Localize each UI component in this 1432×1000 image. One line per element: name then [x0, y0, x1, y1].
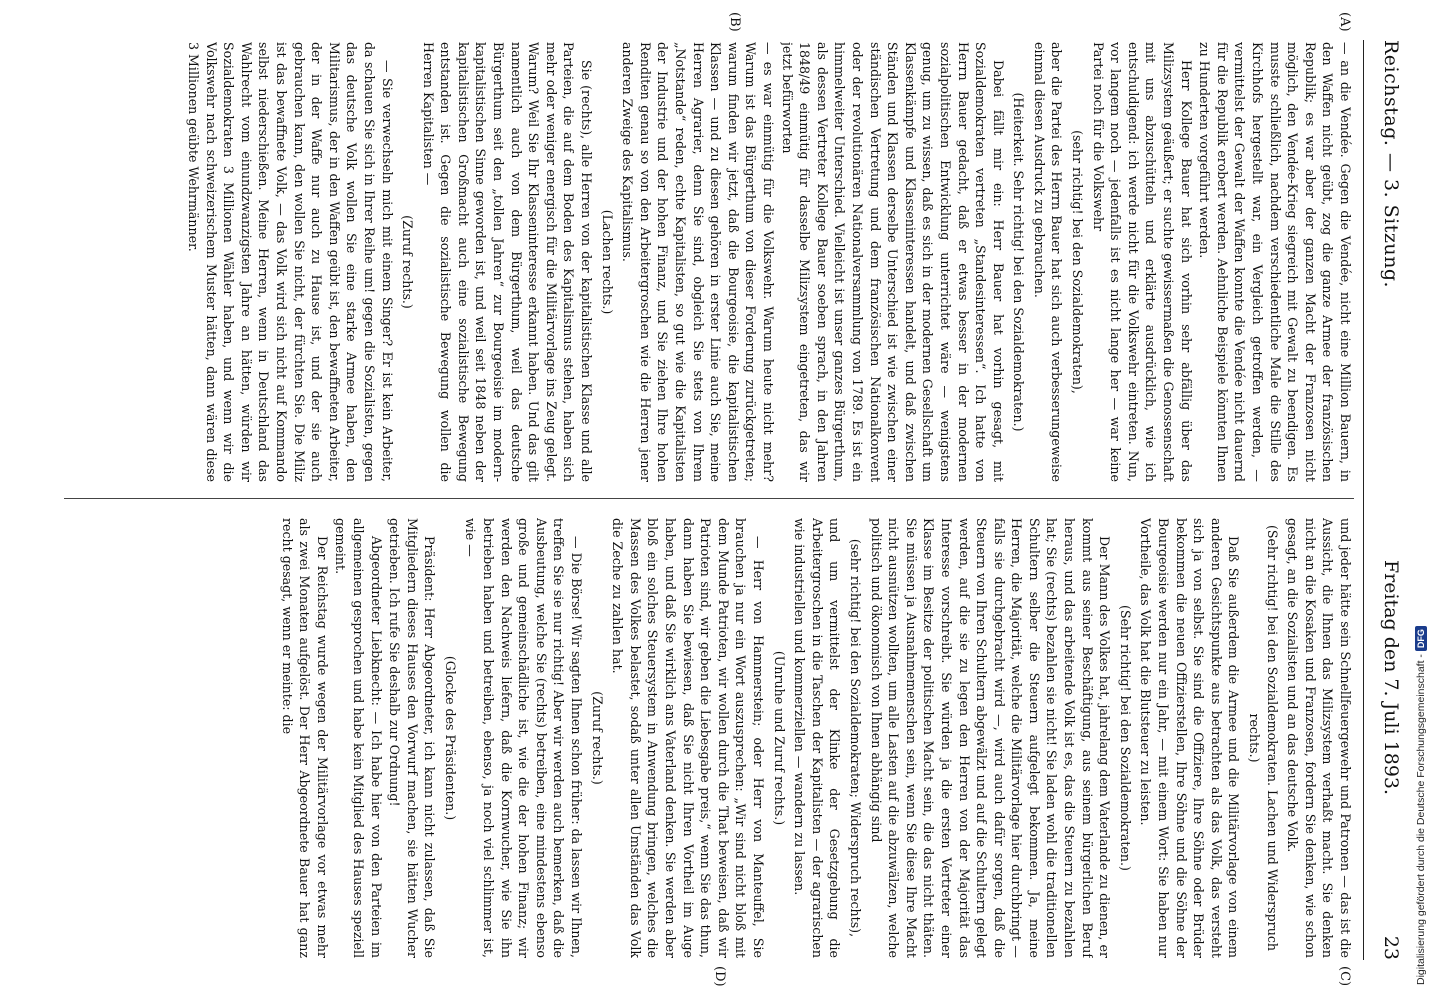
- paragraph: — Die Börse! Wir sagten Ihnen schon früher: da lassen wir Ihnen, treffen Sie sie nur richtig! Aber wir werden auch bemerken, daß die Ausbeutung, welche Sie (rechts) betreiben, eine mindestens ebenso große und gemeinschädliche ist, wie die der hohen Finanz; wir werden den Nachweis liefern, daß die Kornwucher, wie Sie ihn betrieben haben und betreiben, ebenso, ja noch viel schlimmer ist, wie —: [463, 518, 585, 958]
- paragraph: und um vermittelst der Klinke der Gesetzgebung die Arbeitergroschen in die Taschen der Kapitalisten — der agrarischen wie industriellen und kommerziellen — wandern zu lassen.: [792, 518, 843, 958]
- interjection: (sehr richtig! bei den Sozialdemokraten),: [1070, 130, 1086, 394]
- paragraph: Präsident: Herr Abgeordneter, ich kann nicht zulassen, daß Sie Mitgliedern dieses Hauses den Vorwurf machen, sie hätten Wucher getrieben. Ich rufe Sie deshalb zur Ordnung!: [387, 518, 438, 958]
- paragraph: — Sie verwechseln mich mit einem Singer? Er ist kein Arbeiter, da schauen Sie sich in Ihrer Reihe um! gegen die Sozialisten, gegen das deutsche Volk wollen Sie eine starke Armee haben, den Militarismus, der in den Waffen geübt ist, den bewaffneten Arbeiter, der in der Waffe nur auch zu Hause ist, und der sie auch gebrauchen kann, den wollen Sie nicht, der fürchten Sie. Die Miliz ist das bewaffnete Volk, — das Volk wird sich nicht auf Kommando selbst niederschießen. Meine Herren, wenn in Deutschland das Wahlrecht vom einundzwanzigsten Jahre an hätten, würden wir Sozialdemokraten 3 Millionen Wähler haben, und wenn wir die Volkswehr nach schweizerischem Muster hätten, dann wären diese 3 Millionen geübte Wehrmänner.: [186, 42, 395, 482]
- header-date: Freitag den 7. Juli 1893.: [1380, 560, 1402, 796]
- paragraph: — an die Vendée. Gegen die Vendée, nicht eine Million Bauern, in den Waffen nicht geübt, zog die ganze Armee der französischen Republik; es war aber der ganzen Macht der Franzosen nicht möglich, den Vendée-Krieg siegreich mit Gewalt zu beendigen. Es musste schließlich, nachdem verschiedentliche Male die Stille des Kirchhofs hergestellt war, ein Vergleich getroffen werden, — vermittelst der Gewalt der Waffen konnte die Vendée nicht dauernd für die Republik erobert werden. Aehnliche Beispiele könnten Ihnen zu Hunderten vorgeführt werden.: [1197, 42, 1353, 482]
- paragraph: Sie (rechts), alle Herren von der kapitalistischen Klasse und alle Parteien, die auf dem Boden des Kapitalismus stehen, haben sich mehr oder weniger energisch für die Militärvorlage ins Zeug gelegt. Warum? Weil Sie Ihr Klasseninteresse erkannt haben. Und das gilt namentlich auch von dem Bürgerthum, weil das deutsche Bürgerthum seit den „tollen Jahren“ zur Bourgeoisie im modern-kapitalistischen Sinne geworden ist, und weil seit 1848 neben der kapitalistischen Großmacht auch eine sozialistische Bewegung entstanden ist. Gegen die sozialistische Bewegung wollen die Herren Kapitalisten —: [420, 42, 595, 482]
- margin-marker-a: (A): [1337, 12, 1352, 32]
- footer-strip: [1412, 0, 1432, 1000]
- interjection: (Sehr richtig! bei den Sozialdemokraten.): [1117, 605, 1133, 871]
- interjection: (sehr richtig! bei den Sozialdemokraten; Widerspruch rechts),: [847, 538, 863, 938]
- interjection: (Zuruf rechts.): [400, 215, 416, 309]
- page-header: [1368, 40, 1408, 960]
- paragraph: Dabei fällt mir ein: Herr Bauer hat vorhin gesagt, mit Sozialdemokraten vertreten „Standesinteressen“. Ich hatte von Herrn Bauer gedacht, daß er etwas besser in der modernen sozialpolitischen Entwicklung unterrichtet wäre — wenigstens genug, um zu wissen, daß es sich in der modernen Gesellschaft um Klassenkämpfe und Klasseninteressen handelt, und daß zwischen Ständen und Klassen derselbe Unterschied ist wie zwischen einer ständischen Vertretung und dem französischen Nationalkonvent oder der revolutionären Nationalversammlung von 1789. Es ist ein himmelweiter Unterschied. Vielleicht ist unser ganzes Bürgerthum, als dessen Vertreter Kollege Bauer soeben sprach, in den Jahren 1848/49 einmütig für dasselbe Milizsystem eingetreten, das wir jetzt befürworten: [779, 42, 1006, 482]
- interjection: (Zuruf rechts.): [589, 691, 605, 785]
- interjection: (Heiterkeit. Sehr richtig! bei den Sozialdemokraten.): [1011, 92, 1027, 432]
- paragraph: — es war einmütig für die Volkswehr. Warum heute nicht mehr? Warum ist das Bürgerthum von dieser Forderung zurückgetreten; warum finden wir jetzt, daß die Bourgeoisie, die kapitalistischen Klassen — und zu diesen gehören in erster Linie auch Sie, meine Herren Agrarier, denn Sie sind, obgleich Sie stets von Ihrem „Notstande“ reden, echte Kapitalisten, so gut wie die Kapitalisten der Industrie und der hohen Finanz, und Sie ziehen Ihre hohen Renditen genau so von den Arbeitergroschen wie die Herren jener anderen Zweige des Kapitalismus.: [620, 42, 776, 482]
- margin-marker-d: (D): [712, 966, 727, 987]
- page-number: 23: [1380, 935, 1402, 960]
- paragraph: Der Reichstag wurde wegen der Militärvorlage vor etwas mehr als zwei Monaten aufgelöst. Der Herr Abgeordnete Bauer hat ganz recht gesagt, wenn er meinte: die: [279, 518, 330, 958]
- paragraph: Abgeordneter Liebknecht: — Ich habe hier von den Parteien im allgemeinen gesprochen und habe kein Mitglied des Hauses speziell gemeint.: [333, 518, 384, 958]
- dfg-logo: DFG: [1415, 626, 1427, 651]
- margin-marker-b: (B): [727, 12, 742, 32]
- interjection: (Glocke des Präsidenten.): [442, 655, 458, 821]
- paragraph: aber die Partei des Herrn Bauer hat sich auch verbesserungeweise einmal diesen Ausdruck zu gebrauchen.: [1031, 42, 1065, 482]
- header-session: Reichstag. — 3. Sitzung.: [1380, 40, 1402, 289]
- paragraph: Daß Sie außerdem die Armee und die Militärvorlage von einem anderen Gesichtspunkte aus betrachten als das Volk, das versteht sich ja von selbst. Sie sind die Offiziere, Ihre Söhne oder Brüder bekommen die neuen Offizierstellen, Ihre Söhne und die Söhne der Bourgeoisie werden nur ein Jahr, — mit einem Wort: Sie haben nur Vortheile, das Volk hat die Blutsteuer zu leisten.: [1138, 518, 1242, 958]
- left-column: [64, 42, 1354, 482]
- right-column: [64, 518, 1354, 958]
- interjection: (Unruhe und Zuruf rechts.): [771, 650, 787, 826]
- paragraph: Herr Kollege Bauer hat sich vorhin sehr abfällig über das Milizsystem geäußert; er suchte gewissermaßen die Genossenschaft mit uns abzuschütteln und erklärte ausdrücklich, wie ich entschuldigend: ich werde nicht für die Volkswehr eintreten. Nun, vor langem noch — jedenfalls ist es nicht lange her — war keine Partei noch für die Volkswehr: [1090, 42, 1194, 482]
- header-rule: [1363, 40, 1364, 960]
- paragraph: — Herr von Hammerstein; oder Herr von Manteuffel, Sie brauchen ja nur ein Wort auszusprechen: „Wir sind nicht bloß mit dem Munde Patrioten, wir wollen durch die That beweisen, daß wir Patrioten sind, wir geben die Liebesgabe preis,“ wenn Sie das thun, dann haben Sie bewiesen, daß Sie nicht Ihren Vortheil im Auge haben, und daß Sie wirklich ans Vaterland denken. Sie werden aber bloß ein solches Steuersystem in Anwendung bringen, welches die Massen des Volkes belastet, sodaß unter allen Umständen das Volk die Zeche zu zahlen hat.: [610, 518, 766, 958]
- column-divider: [64, 498, 1354, 499]
- interjection: (Sehr richtig! bei den Sozialdemokraten. Lachen und Widerspruch rechts.): [1247, 525, 1280, 951]
- interjection: (Lachen rechts.): [599, 209, 615, 315]
- paragraph: Der Mann des Volkes hat, jahrelang dem Vaterlande zu dienen, er kommt aus seiner Beschäftigung, aus seinem bürgerlichen Beruf heraus, und das arbeitende Volk ist es, das die Steuern zu bezahlen hat; Sie (rechts) bezahlen sie nicht! Sie laden wohl die traditionellen Schultern selber die Steuern aufgelegt bekommen. Ja, meine Herren, die Majorität, welche die Militärvorlage hier durchbringt — falls sie durchgebracht wird —, wird auch dafür sorgen, daß die Steuern von Ihren Schultern abgewälzt und auf die Schultern gelegt werden, auf die sie zu legen den Herren von der Majorität das Interesse vorschreibt. Sie würden ja die ersten Vertreter einer Klasse im Besitze der politischen Macht sein, die das nicht thäten. Sie müssen ja Ausnahmemenschen sein, wenn Sie diese Ihre Macht nicht ausnützen wollten, um alle Lasten auf die abzuwälzen, welche politisch und ökonomisch von Ihnen abhängig sind: [868, 518, 1113, 958]
- footer-credit-text: Digitalisierung gefördert durch die Deutsche Forschungsgemeinschaft -: [1415, 654, 1427, 985]
- margin-marker-c: (C): [1337, 966, 1352, 987]
- footer-credit: [1415, 626, 1427, 985]
- paragraph: und jeder hätte sein Schnellfeuergewehr und Patronen — das ist die Aussicht, die Ihnen das Milizsystem verhaßt macht. Sie denken nicht an die Kosaken und Franzosen, fordern Sie denken, wie schon gesagt, an die Sozialisten und an das deutsche Volk.: [1285, 518, 1353, 958]
